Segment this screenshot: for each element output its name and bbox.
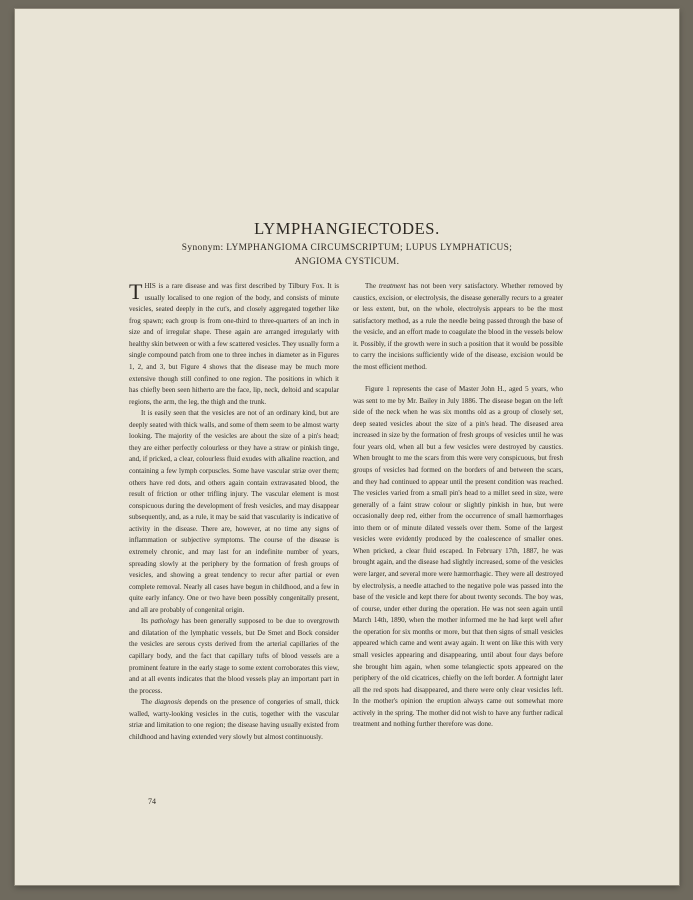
- drop-cap: T: [129, 279, 143, 304]
- synonym-line-1: Synonym: LYMPHANGIOMA CIRCUMSCRIPTUM; LUPUS LYMPHATICUS;: [181, 243, 513, 253]
- paragraph-intro: [129, 281, 339, 408]
- paragraph-description: It is easily seen that the vesicles are not of an ordinary kind, but are deeply seated with thick walls, and some of them seem to be almost warty looking. The majority of the vesicles are about the size of a pin's head; they are either perfectly colourless or they have a straw or pinkish tinge, and, if pricked, a clear, colourless fluid exudes with alkaline reaction, and containing a few lymph corpuscles. Some have vascular striæ over them; others have red dots, and others again contain extravasated blood, the result of friction or other trifling injury. The vascular element is most conspicuous during the development of fresh vesicles, and may disappear subsequently, and, as a rule, it may be said that vascularity is indicative of activity in the disease. There are, however, at no time any signs of inflammation or subjective symptoms. The course of the disease is extremely chronic, and may last for an indefinite number of years, spreading slowly at the periphery by the formation of fresh groups of vesicles, and showing a great tendency to recur after partial or even complete removal. Nearly all cases have begun in childhood, and a few in quite early infancy. One or two have been possibly congenitally present, and all are probably of congenital origin.: [129, 409, 339, 614]
- page-number: 74: [148, 797, 156, 806]
- document-page: [15, 9, 679, 885]
- paragraph-case-report: Figure 1 represents the case of Master John H., aged 5 years, who was sent to me by Mr. Bailey in July 1886. The disease began on the left side of the neck when he was six months old as a group of closely set, deep seated vesicles about the size of a pin's head. The diseased area increased in size by the formation of fresh groups of vesicles until he was four years old, when all but a few vesicles were destroyed by caustics. When brought to me the scars from this were very conspicuous, but fresh groups of vesicles had formed on the borders of and between the scars, and they had continued to appear until the present condition was reached. The vesicles varied from a small pin's head to a millet seed in size, were generally of a faint straw colour or slightly pinkish in hue, but were occasionally deep red, either from the occurrence of small hæmorrhages into them or of minute dilated vessels over them. Some of the largest vesicles were evidently produced by the coalescence of smaller ones. When pricked, a clear fluid escaped. In February 17th, 1887, he was brought again, and the disease had slightly increased, some of the vesicles were larger, and several more were hæmorrhagic. They were all destroyed by electrolysis, a needle attached to the negative pole was passed into the base of the vesicle and kept there for about twenty seconds. The boy was, of course, under ether during the operation. He was not seen again until March 14th, 1890, when the mother informed me he had kept well after the operation for six months or more, but that then signs of small vesicles appeared which came and went away again. It went on like this with very small vesicles appearing and disappearing, until about four days before she brought him again, when some telangiectic spots appeared on the periphery of the old cicatrices, chiefly on the left border. A fortnight later all the red spots had disappeared, and there were only clear vesicles left. In the mother's opinion the eruption always came out somewhat more actively in the spring. The mother did not wish to have any further radical treatment and nothing further therefore was done.: [353, 385, 563, 729]
- treatment-lead: The: [365, 282, 379, 290]
- treatment-term: treatment: [378, 282, 406, 290]
- diagnosis-lead: The: [141, 698, 155, 707]
- paragraph-intro-text: HIS is a rare disease and was first described by Tilbury Fox. It is usually localised to one region of the body, and consists of minute vesicles, seated deeply in the cut's, and closely aggregated together like frog spawn; each group is from one-third to three-quarters of an inch in size and of irregular shape. These again are arranged irregularly with healthy skin between or with a few scattered vesicles. They usually form a single compound patch from one to three inches in diameter as in Figures 1, 2, and 3, but Figure 4 shows that the disease may be much more extensive though still confined to one region. The positions in which it has chiefly been seen hitherto are the face, lip, neck, deltoid and scapular regions, the arm, the leg, the thigh and the trunk.: [129, 282, 339, 406]
- treatment-text: has not been very satisfactory. Whether removed by caustics, excision, or electrolysis, the disease generally recurs to a greater or less extent, but, on the whole, electrolysis appears to be the most satisfactory method, as a rule the needle being passed through the base of the vesicle, and an effort made to coagulate the blood in the vessels below it. Possibly, if the growth were in such a position that it would be possible to carry the incisions sufficiently wide of the disease, excision would be the most efficient method.: [353, 282, 564, 371]
- diagnosis-term: diagnosis: [154, 698, 182, 707]
- pathology-term: pathology: [150, 617, 179, 626]
- left-text-column: [129, 281, 339, 744]
- synonym-line-2: ANGIOMA CYSTICUM.: [294, 256, 400, 267]
- right-text-column: [353, 281, 563, 731]
- paragraph-diagnosis: [129, 697, 339, 743]
- diagnosis-text: depends on the presence of congeries of small, thick walled, warty-looking vesicles in the cutis, together with the vascular striæ and limitation to one region; the disease having usually existed from childhood and having extended very slowly but almost continuously.: [129, 698, 339, 741]
- pathology-lead: Its: [141, 617, 151, 626]
- synonym-heading: [15, 242, 679, 269]
- pathology-text: has been generally supposed to be due to overgrowth and dilatation of the lymphatic vessels, but De Smet and Bock consider the vesicles are serous cysts derived from the arterial capillaries of the capillary body, and the fact that capillary tufts of blood vessels are a prominent feature in the early stage to some extent corroborates this view, and at all events indicates that the blood vessels play an important part in the process.: [129, 617, 339, 695]
- paragraph-pathology: [129, 616, 339, 697]
- paragraph-treatment: [353, 281, 563, 374]
- page-title: LYMPHANGIECTODES.: [254, 219, 440, 238]
